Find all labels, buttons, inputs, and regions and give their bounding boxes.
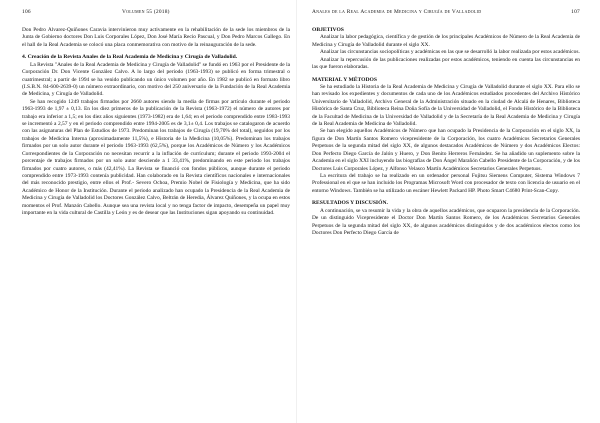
left-body-text bbox=[22, 27, 290, 419]
right-body-text bbox=[312, 27, 580, 419]
objetivos-paragraph: Analizar la labor pedagógica, científica y de gestión de los principales Académicos de Número de la Real Academia de Medicina y Cirugía de Valladolid durante el siglo XX. bbox=[312, 34, 580, 48]
heading-material-metodos: MATERIAL Y MÉTODOS bbox=[312, 76, 377, 83]
metodos-paragraph: La escritura del trabajo se ha realizado en un ordenador personal Fujitsu Siemens Computer, Sistema Windows 7 Professional en el que se han incluido los Programas Microsoft Word con procesador de texto con licencia de usuario en el entorno Windows. También se ha utilizado un escáner Hewlett Packard HP. Photo Smart C4680 Print-Scan-Copy. bbox=[312, 173, 580, 194]
objetivos-paragraph: Analizar la repercusión de las publicaciones realizadas por estos académicos, teniendo en cuenta las circunstancias en las que fueron elaboradas. bbox=[312, 56, 580, 71]
metodos-paragraph: Se han elegido aquellos Académicos de Número que han ocupado la Presidencia de la Corporación en el siglo XX, la figura de Don Martín Santos Romero vicepresidente de la Corporación, los cuatro Académicos Secretarios Generales Perpetuos de la segunda mitad del siglo XX, de algunos destacados Académicos de Número y dos Académicos Electos: Don Perfecto Diego García de Jalón y Huero, y Don Benito Herreros Fernández. Se ha añadido un suplemento sobre la Academia en el siglo XXI incluyendo las biografías de Don Ángel Marañón Cabello Presidente de la Corporación, y de los Doctores Luis Corporales López, y Alfonso Velasco Martín Académicos Secretarios Generales Perpetuos. bbox=[312, 128, 580, 172]
page-gutter bbox=[296, 0, 297, 423]
left-running-title: Volumen 55 (2018) bbox=[122, 9, 170, 15]
right-running-head bbox=[312, 9, 580, 18]
metodos-paragraph: Se ha estudiado la Historia de la Real Academia de Medicina y Cirugía de Valladolid durante el siglo XX. Para ello se han revisado los expedientes y documentos de cada uno de los Académicos estudiados procedentes del Archivo Histórico Universitario de Valladolid, Archivo General de la Administración situado en la ciudad de Alcalá de Henares, Biblioteca Histórica de Santa Cruz, Biblioteca Reina Doña Sofía de la Universidad de Valladolid, el Fondo Histórico de la Biblioteca de la Facultad de Medicina de la Universidad de Valladolid y de la Secretaría de la Real Academia de Medicina y Cirugía de la Real Academia de Medicina de Valladolid. bbox=[312, 83, 580, 128]
right-running-title: Anales de la Real Academia de Medicina y Cirugía de Valladolid bbox=[312, 9, 482, 15]
resultados-paragraph: A continuación, se va resumir la vida y la obra de aquellos académicos, que ocuparon la presidencia de la Corporación. De un distinguido Vicepresidente el Doctor Don Martín Santos Romero, de los Académicos Secretarios Generales Perpetuos de la segunda mitad del siglo XX, de algunos académicos distinguidos y de dos académicos electos como los Doctores Don Perfecto Diego García de bbox=[312, 207, 580, 236]
left-paragraph-0: Don Pedro Álvarez-Quiñones Caravia intervinieron muy activamente en la rehabilitación de la sede los miembros de la Junta de Gobierno doctores Don Luis Corporales López, Don José María Recio Pascual, y Don Pedro Marcos Gallego. En el hall de la Real Academia se colocó una placa conmemorativa con motivo de la reinauguración de la sede. bbox=[22, 27, 290, 48]
objetivos-paragraph: Analizar las circunstancias sociopolíticas y académicas en las que se desarrolló la labor realizada por estos académicos. bbox=[320, 49, 580, 56]
heading-resultados: RESULTADOS Y DISCUSIÓN. bbox=[312, 200, 388, 207]
right-page bbox=[312, 0, 580, 423]
left-paragraph-1: La Revista "Anales de la Real Academia de Medicina y Cirugía de Valladolid" se fundó en 1963 por el Presidente de la Corporación Dr. Don Vicente González Calvo. A lo largo del periodo (1963-1993) se publicó en forma trimestral o cuatrimestral; a partir de 1994 se ha venido publicando un único volumen por año. En 1982 se publicó en formato libro (I.S.B.N. 84-600-2639-0) un número extraordinario, con motivo del 250 aniversario de la Fundación de la Real Academia de Medicina, y Cirugía de Valladolid. bbox=[22, 61, 290, 98]
left-page-number: 106 bbox=[22, 9, 31, 15]
left-running-head bbox=[22, 9, 290, 18]
left-paragraph-2: Se han recogido 1249 trabajos firmados por 2660 autores siendo la media de firmas por artículo durante el periodo 1963-1993 de 1,97 ± 0,13. En los diez primeros de la publicación de la Revista (1963-1972) el número de autores por trabajo era inferior a 1,5; en los diez años siguientes (1973-1982) era de 1,64; en el periodo comprendido entre 1983-1993 se incrementó a 2,57 y en el periodo comprendido entre 1994-2005 es de 3,1± 0,4. Los trabajos se catalogaron de acuerdo con las asignaturas del Plan de Estudios de 1973. Predominan los trabajos de Cirugía (19,70% del total), seguidos por los trabajos de Medicina Interna (aproximadamente 11,5%), e Historia de la Medicina (10,05%). Predominan los trabajos firmados por un solo autor durante el periodo 1963-1993 (62,5%), porque los Académicos de Número y los Académicos Correspondientes de la Corporación no necesitan recurrir a la inflación de currículum; durante el periodo 1993-2004 el porcentaje de trabajos firmados por un solo autor desciende a 1 33,41%, predominando en este periodo los trabajos firmados por cuatro autores, o más (42,41%). La Revista se financió con fondos públicos, aunque durante el periodo comprendido entre 1973-1993 contenía publicidad. Han colaborado en la Revista científicos nacionales e internacionales del más reconocido prestigio, entre ellos el Prof.- Severo Ochoa, Premio Nobel de Fisiología y Medicina, que ha sido Académico de Honor de la Institución. Durante el periodo analizado han ocupado la Presidencia de la Real Academia de Medicina y Cirugía de Valladolid los Doctores González Calvo, Beltrán de Heredia, Álvarez Quiñones, y la ocupa en estos momentos el Prof. Manzón Cabello. Aunque sea una revista local y no tenga factor de impacto, desempeña un papel muy importante en la vida cultural de Castilla y León y es de desear que las Instituciones sigan apoyando su continuidad. bbox=[22, 98, 290, 217]
heading-objetivos: OBJETIVOS bbox=[312, 27, 344, 33]
left-section-heading: 4. Creación de la Revista Anales de la Real Academia de Medicina y Cirugía de Valladolid. bbox=[22, 54, 238, 61]
right-page-number: 107 bbox=[571, 9, 580, 15]
left-page bbox=[22, 0, 290, 423]
